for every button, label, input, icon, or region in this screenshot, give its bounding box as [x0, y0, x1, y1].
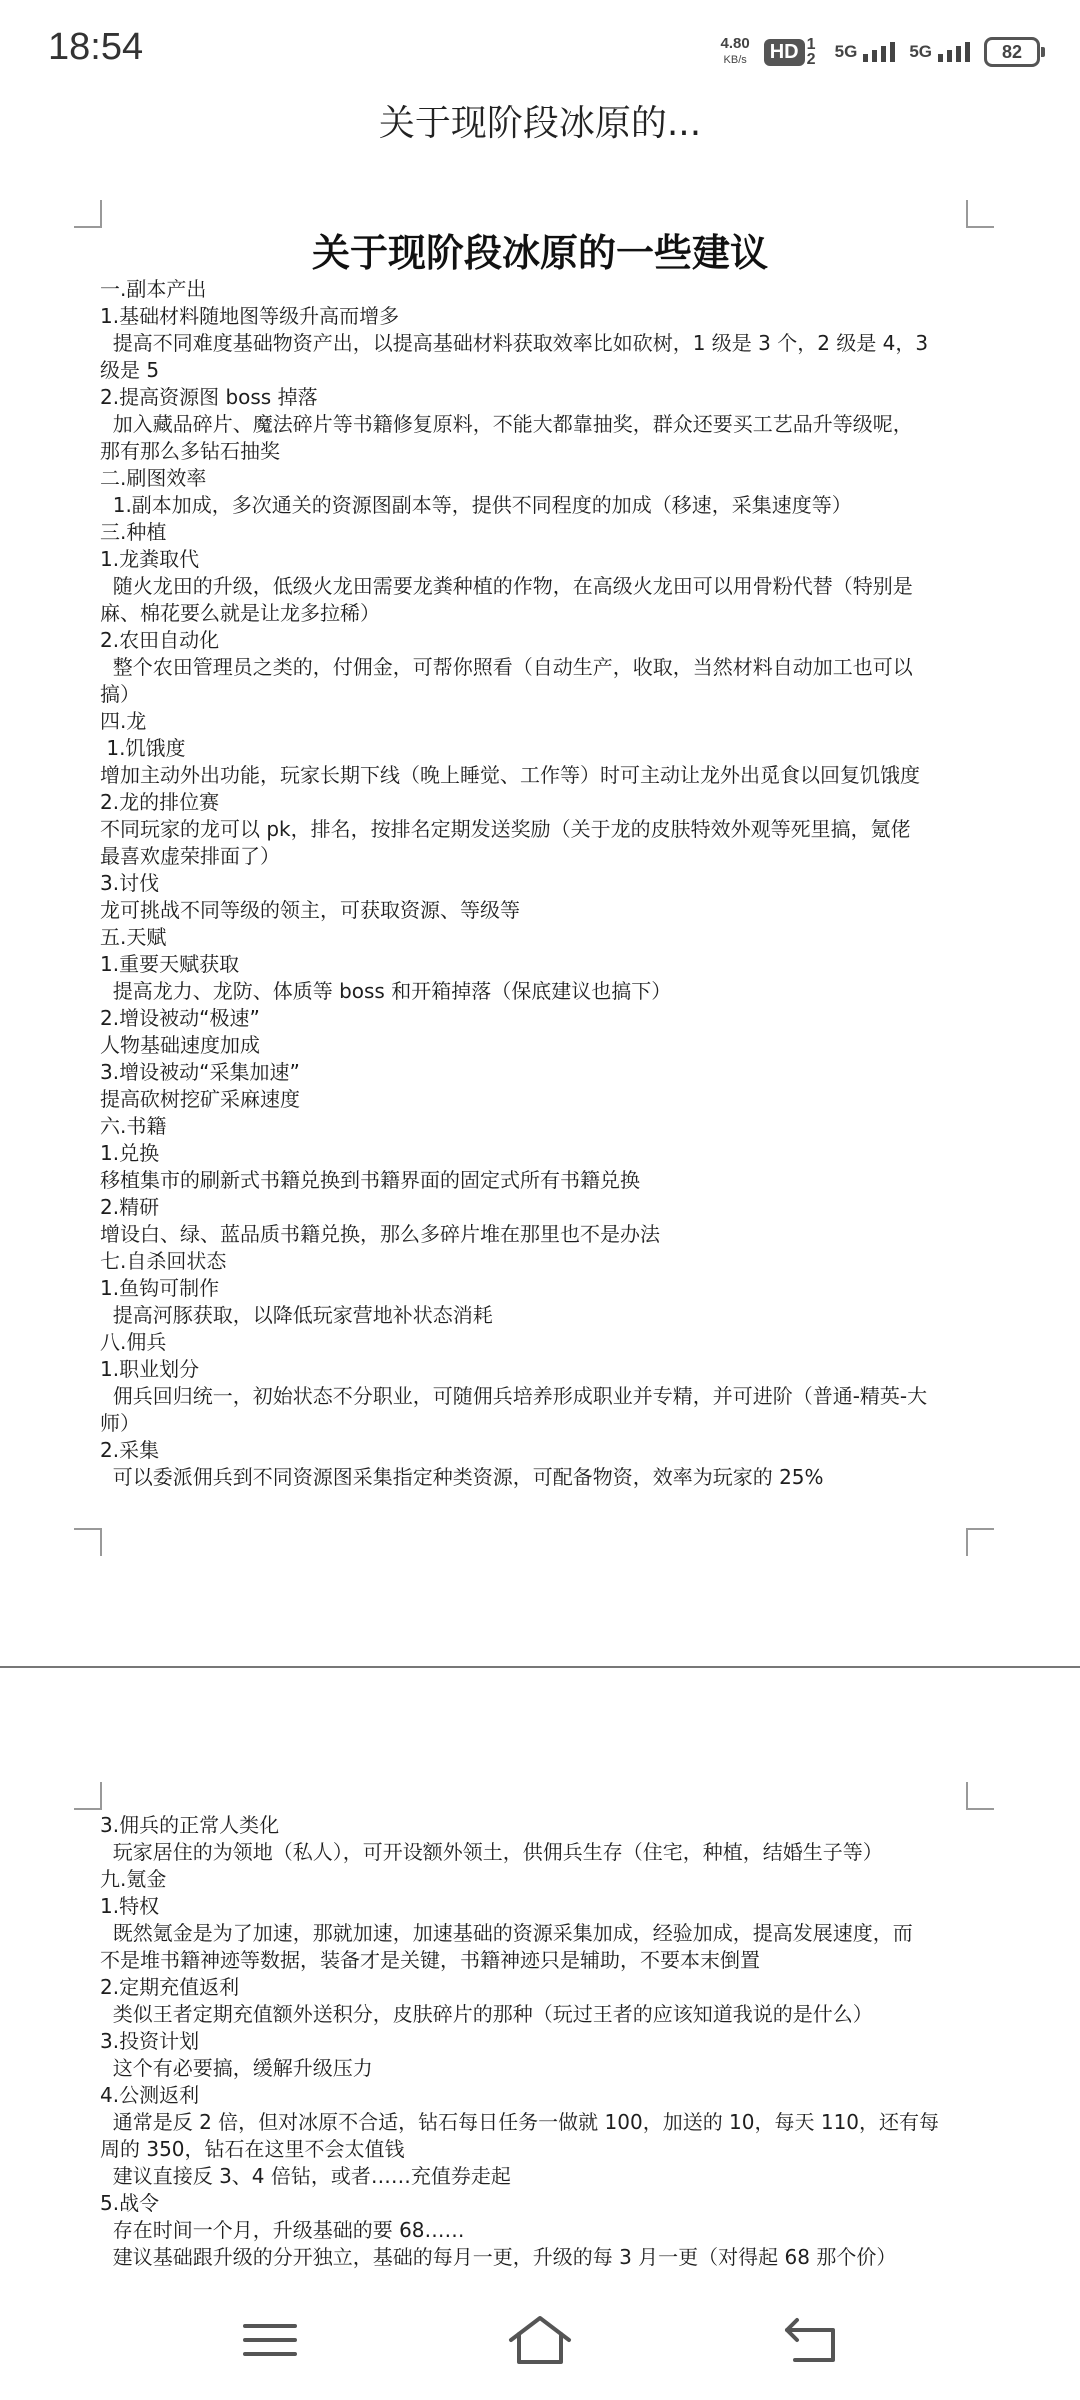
status-time: 18:54 [48, 26, 144, 68]
document-line: 2.龙的排位赛 [100, 790, 220, 814]
document-line: 随火龙田的升级，低级火龙田需要龙粪种植的作物，在高级火龙田可以用骨粉代替（特别是 [100, 574, 913, 598]
signal-icon-sim2 [909, 42, 970, 62]
document-line: 整个农田管理员之类的，付佣金，可帮你照看（自动生产，收取，当然材料自动加工也可以 [100, 655, 913, 679]
hd-label: HD [764, 39, 805, 66]
document-line: 一.副本产出 [100, 277, 207, 301]
document-line: 类似王者定期充值额外送积分，皮肤碎片的那种（玩过王者的应该知道我说的是什么） [100, 2002, 873, 2026]
document-header-title: 关于现阶段冰原的... [378, 103, 702, 144]
document-line: 3.佣兵的正常人类化 [100, 1813, 280, 1837]
signal1-label: 5G [834, 42, 858, 61]
document-line: 提高不同难度基础物资产出，以提高基础材料获取效率比如砍树，1 级是 3 个，2 级是 4，3 [100, 331, 929, 355]
document-line: 六.书籍 [100, 1114, 167, 1138]
page-separator [0, 1666, 1080, 1668]
document-line: 5.战令 [100, 2191, 160, 2215]
document-line: 三.种植 [100, 520, 167, 544]
document-line: 师） [100, 1411, 140, 1435]
document-line: 1.饥饿度 [100, 736, 186, 760]
document-line: 2.定期充值返利 [100, 1975, 240, 1999]
page-corner-mark [74, 1528, 102, 1556]
document-line: 建议基础跟升级的分开独立，基础的每月一更，升级的每 3 月一更（对得起 68 那个价） [100, 2245, 897, 2269]
network-speed-value: 4.80 [720, 35, 750, 52]
document-line: 七.自杀回状态 [100, 1249, 227, 1273]
document-line: 加入藏品碎片、魔法碎片等书籍修复原料，不能大都靠抽奖，群众还要买工艺品升等级呢， [100, 412, 913, 436]
document-line: 1.兑换 [100, 1141, 160, 1165]
status-bar [0, 0, 1080, 100]
document-line: 2.农田自动化 [100, 628, 220, 652]
document-line: 提高河豚获取，以降低玩家营地补状态消耗 [100, 1303, 493, 1327]
document-line: 1.鱼钩可制作 [100, 1276, 220, 1300]
document-title: 关于现阶段冰原的一些建议 [311, 231, 768, 275]
document-line: 2.提高资源图 boss 掉落 [100, 385, 318, 409]
home-icon[interactable] [505, 2310, 575, 2370]
document-line: 通常是反 2 倍，但对冰原不合适，钻石每日任务一做就 100，加送的 10，每天 110，还有每 [100, 2110, 940, 2134]
document-page-1[interactable] [100, 276, 970, 1491]
document-line: 1.特权 [100, 1894, 160, 1918]
status-icons [721, 30, 1040, 74]
document-line: 2.采集 [100, 1438, 160, 1462]
document-line: 存在时间一个月，升级基础的要 68…… [100, 2218, 465, 2242]
document-line: 麻、棉花要么就是让龙多拉稀） [100, 601, 380, 625]
back-icon[interactable] [775, 2310, 845, 2370]
hd-volte-icon [764, 37, 821, 67]
document-line: 1.副本加成，多次通关的资源图副本等，提供不同程度的加成（移速，采集速度等） [100, 493, 852, 517]
document-line: 玩家居住的为领地（私人），可开设额外领土，供佣兵生存（住宅，种植，结婚生子等） [100, 1840, 883, 1864]
document-line: 3.投资计划 [100, 2029, 200, 2053]
document-line: 佣兵回归统一，初始状态不分职业，可随佣兵培养形成职业并专精，并可进阶（普通-精英-大 [100, 1384, 928, 1408]
document-line: 1.龙粪取代 [100, 547, 200, 571]
menu-icon[interactable] [235, 2310, 305, 2370]
navigation-bar [0, 2280, 1080, 2400]
document-line: 2.增设被动“极速” [100, 1006, 260, 1030]
document-line: 最喜欢虚荣排面了） [100, 844, 280, 868]
document-line: 二.刷图效率 [100, 466, 207, 490]
document-line: 提高龙力、龙防、体质等 boss 和开箱掉落（保底建议也搞下） [100, 979, 672, 1003]
network-speed [721, 36, 750, 68]
battery-level: 82 [1001, 41, 1023, 62]
document-line: 增设白、绿、蓝品质书籍兑换，那么多碎片堆在那里也不是办法 [100, 1222, 660, 1246]
page-corner-mark [966, 1528, 994, 1556]
document-line: 既然氪金是为了加速，那就加速，加速基础的资源采集加成，经验加成，提高发展速度，而 [100, 1921, 913, 1945]
document-line: 周的 350，钻石在这里不会太值钱 [100, 2137, 405, 2161]
document-line: 五.天赋 [100, 925, 167, 949]
document-line: 1.职业划分 [100, 1357, 200, 1381]
document-line: 1.重要天赋获取 [100, 952, 240, 976]
document-line: 人物基础速度加成 [100, 1033, 260, 1057]
signal2-label: 5G [909, 42, 932, 61]
battery-icon [984, 37, 1040, 67]
document-line: 九.氪金 [100, 1867, 167, 1891]
document-line: 龙可挑战不同等级的领主，可获取资源、等级等 [100, 898, 520, 922]
document-line: 可以委派佣兵到不同资源图采集指定种类资源，可配备物资，效率为玩家的 25% [100, 1465, 824, 1489]
document-line: 级是 5 [100, 358, 160, 382]
page-corner-mark [966, 1782, 994, 1810]
document-line: 移植集市的刷新式书籍兑换到书籍界面的固定式所有书籍兑换 [100, 1168, 640, 1192]
signal-icon-sim1 [835, 42, 896, 62]
document-line: 搞） [100, 682, 140, 706]
document-line: 提高砍树挖矿采麻速度 [100, 1087, 300, 1111]
document-line: 八.佣兵 [100, 1330, 167, 1354]
document-line: 不是堆书籍神迹等数据，装备才是关键，书籍神迹只是辅助，不要本末倒置 [100, 1948, 760, 1972]
sim-indicator: 1 2 [806, 36, 816, 68]
document-line: 4.公测返利 [100, 2083, 200, 2107]
document-line: 那有那么多钻石抽奖 [100, 439, 280, 463]
document-line: 四.龙 [100, 709, 147, 733]
document-line: 不同玩家的龙可以 pk，排名，按排名定期发送奖励（关于龙的皮肤特效外观等死里搞，氪佬 [100, 817, 911, 841]
document-line: 建议直接反 3、4 倍钻，或者……充值券走起 [100, 2164, 511, 2188]
document-line: 3.讨伐 [100, 871, 160, 895]
document-line: 这个有必要搞，缓解升级压力 [100, 2056, 373, 2080]
network-speed-unit: KB/s [723, 54, 747, 66]
document-line: 2.精研 [100, 1195, 160, 1219]
document-page-2[interactable] [100, 1812, 970, 2271]
page-corner-mark [74, 1782, 102, 1810]
document-line: 1.基础材料随地图等级升高而增多 [100, 304, 400, 328]
document-line: 增加主动外出功能，玩家长期下线（晚上睡觉、工作等）时可主动让龙外出觅食以回复饥饿度 [100, 763, 920, 787]
document-line: 3.增设被动“采集加速” [100, 1060, 300, 1084]
